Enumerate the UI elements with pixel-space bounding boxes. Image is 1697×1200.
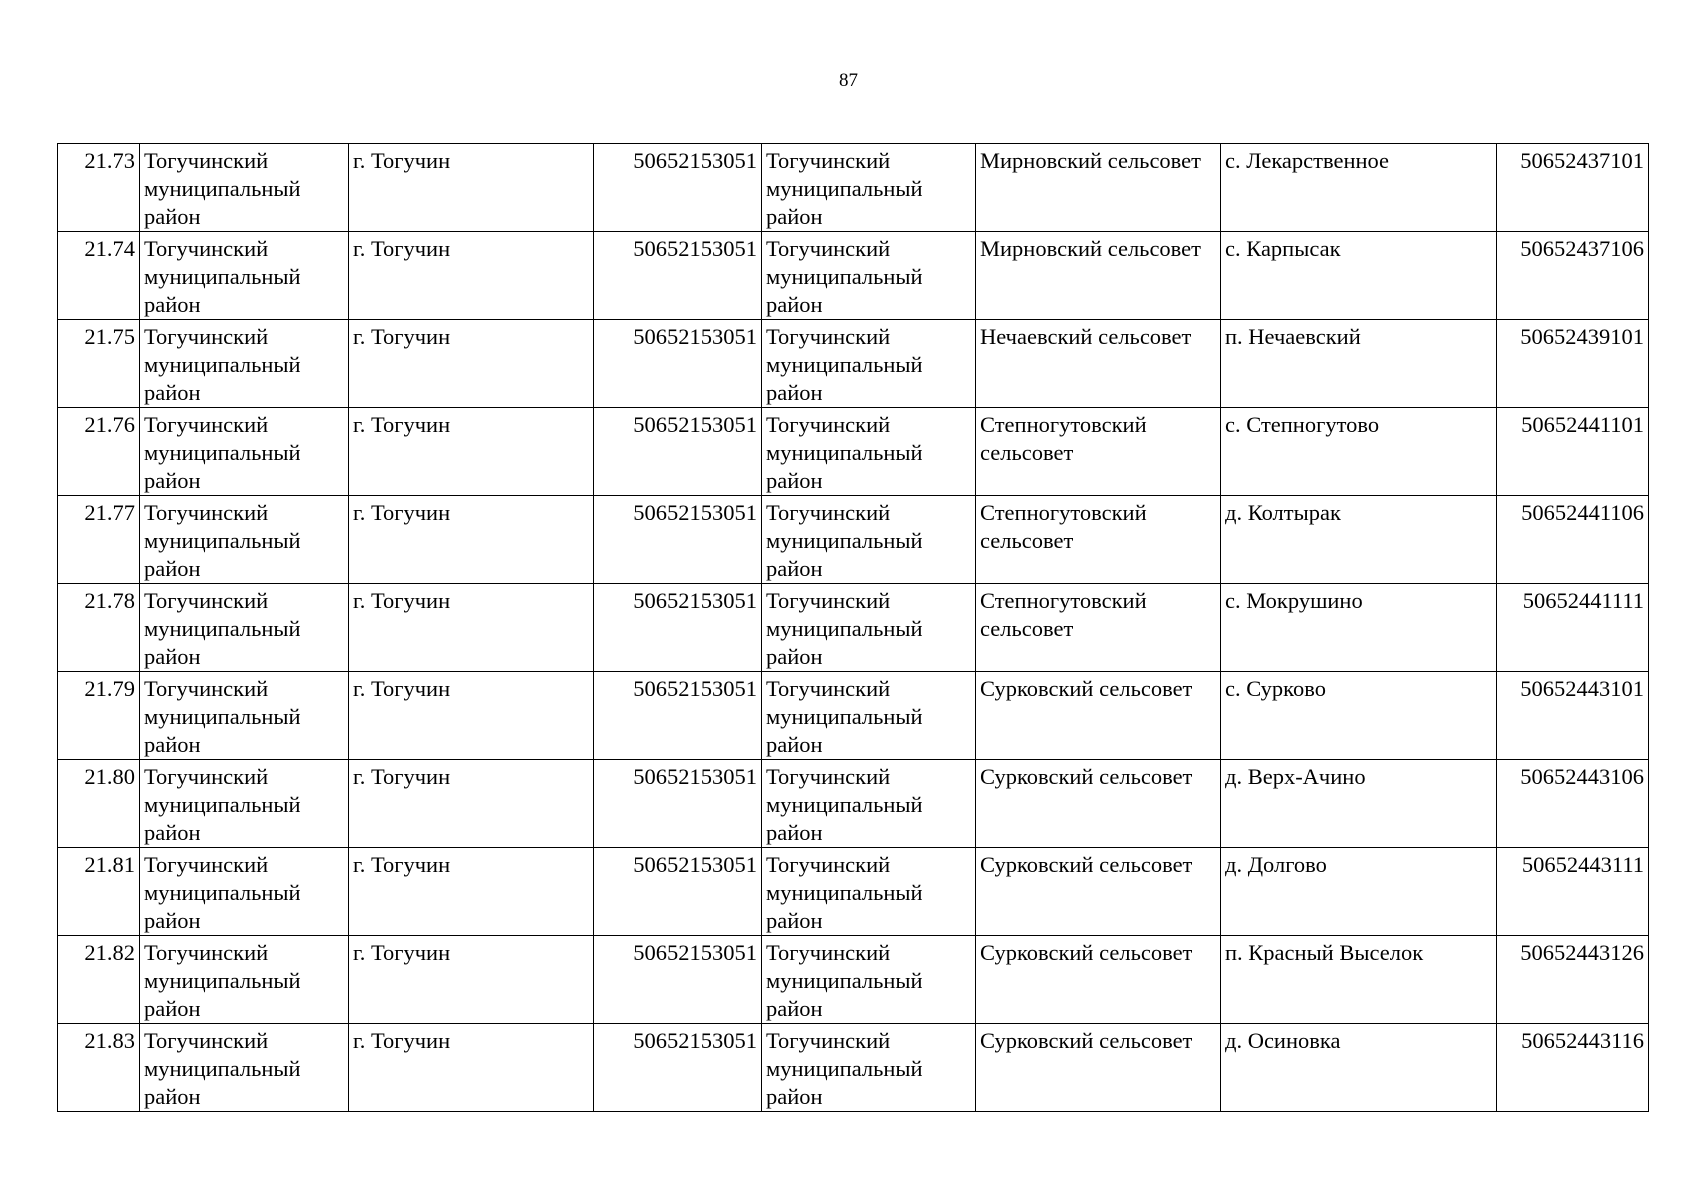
settlement-cell: Сурковский сельсовет xyxy=(976,1024,1221,1112)
district-cell: Тогучинский муниципальный район xyxy=(140,672,349,760)
row-number: 21.80 xyxy=(58,760,140,848)
admin-center-cell: г. Тогучин xyxy=(349,408,594,496)
locality-cell: с. Сурково xyxy=(1221,672,1497,760)
locality-cell: д. Колтырак xyxy=(1221,496,1497,584)
district-cell-2: Тогучинский муниципальный район xyxy=(762,760,976,848)
admin-center-cell: г. Тогучин xyxy=(349,584,594,672)
admin-center-cell: г. Тогучин xyxy=(349,232,594,320)
locality-oktmo-cell: 50652441101 xyxy=(1497,408,1649,496)
district-cell-2: Тогучинский муниципальный район xyxy=(762,584,976,672)
table-row xyxy=(58,320,1649,408)
table-row xyxy=(58,232,1649,320)
settlement-cell: Нечаевский сельсовет xyxy=(976,320,1221,408)
locality-oktmo-cell: 50652443106 xyxy=(1497,760,1649,848)
locality-cell: д. Долгово xyxy=(1221,848,1497,936)
table-body xyxy=(58,144,1649,1112)
locality-cell: с. Лекарственное xyxy=(1221,144,1497,232)
district-cell-2: Тогучинский муниципальный район xyxy=(762,496,976,584)
table-row xyxy=(58,672,1649,760)
locality-cell: п. Нечаевский xyxy=(1221,320,1497,408)
row-number: 21.75 xyxy=(58,320,140,408)
district-cell: Тогучинский муниципальный район xyxy=(140,848,349,936)
district-cell-2: Тогучинский муниципальный район xyxy=(762,232,976,320)
row-number: 21.78 xyxy=(58,584,140,672)
locality-cell: п. Красный Выселок xyxy=(1221,936,1497,1024)
locality-cell: с. Мокрушино xyxy=(1221,584,1497,672)
center-oktmo-cell: 50652153051 xyxy=(594,1024,762,1112)
district-cell: Тогучинский муниципальный район xyxy=(140,1024,349,1112)
settlement-cell: Степногутовский сельсовет xyxy=(976,408,1221,496)
locality-oktmo-cell: 50652437101 xyxy=(1497,144,1649,232)
table-row xyxy=(58,1024,1649,1112)
district-cell-2: Тогучинский муниципальный район xyxy=(762,144,976,232)
admin-center-cell: г. Тогучин xyxy=(349,936,594,1024)
table-row xyxy=(58,144,1649,232)
center-oktmo-cell: 50652153051 xyxy=(594,408,762,496)
table-row xyxy=(58,584,1649,672)
admin-center-cell: г. Тогучин xyxy=(349,496,594,584)
locality-oktmo-cell: 50652443101 xyxy=(1497,672,1649,760)
center-oktmo-cell: 50652153051 xyxy=(594,672,762,760)
district-cell: Тогучинский муниципальный район xyxy=(140,144,349,232)
center-oktmo-cell: 50652153051 xyxy=(594,584,762,672)
center-oktmo-cell: 50652153051 xyxy=(594,496,762,584)
district-cell-2: Тогучинский муниципальный район xyxy=(762,848,976,936)
admin-center-cell: г. Тогучин xyxy=(349,848,594,936)
district-cell: Тогучинский муниципальный район xyxy=(140,408,349,496)
locality-cell: с. Карпысак xyxy=(1221,232,1497,320)
center-oktmo-cell: 50652153051 xyxy=(594,232,762,320)
settlement-cell: Степногутовский сельсовет xyxy=(976,584,1221,672)
admin-center-cell: г. Тогучин xyxy=(349,1024,594,1112)
row-number: 21.79 xyxy=(58,672,140,760)
locality-oktmo-cell: 50652441106 xyxy=(1497,496,1649,584)
locality-cell: с. Степногутово xyxy=(1221,408,1497,496)
settlement-cell: Сурковский сельсовет xyxy=(976,760,1221,848)
center-oktmo-cell: 50652153051 xyxy=(594,848,762,936)
district-cell: Тогучинский муниципальный район xyxy=(140,936,349,1024)
table-row xyxy=(58,936,1649,1024)
settlement-cell: Сурковский сельсовет xyxy=(976,672,1221,760)
admin-center-cell: г. Тогучин xyxy=(349,760,594,848)
district-cell-2: Тогучинский муниципальный район xyxy=(762,936,976,1024)
district-cell: Тогучинский муниципальный район xyxy=(140,760,349,848)
row-number: 21.76 xyxy=(58,408,140,496)
row-number: 21.82 xyxy=(58,936,140,1024)
district-cell: Тогучинский муниципальный район xyxy=(140,496,349,584)
center-oktmo-cell: 50652153051 xyxy=(594,320,762,408)
locality-oktmo-cell: 50652437106 xyxy=(1497,232,1649,320)
locality-oktmo-cell: 50652443116 xyxy=(1497,1024,1649,1112)
locality-oktmo-cell: 50652443126 xyxy=(1497,936,1649,1024)
locality-oktmo-cell: 50652439101 xyxy=(1497,320,1649,408)
row-number: 21.73 xyxy=(58,144,140,232)
page-number: 87 xyxy=(839,70,858,91)
settlement-cell: Сурковский сельсовет xyxy=(976,848,1221,936)
district-cell: Тогучинский муниципальный район xyxy=(140,584,349,672)
district-cell-2: Тогучинский муниципальный район xyxy=(762,408,976,496)
district-cell-2: Тогучинский муниципальный район xyxy=(762,320,976,408)
admin-center-cell: г. Тогучин xyxy=(349,144,594,232)
center-oktmo-cell: 50652153051 xyxy=(594,760,762,848)
locality-cell: д. Верх-Ачино xyxy=(1221,760,1497,848)
admin-center-cell: г. Тогучин xyxy=(349,672,594,760)
admin-center-cell: г. Тогучин xyxy=(349,320,594,408)
locality-oktmo-cell: 50652441111 xyxy=(1497,584,1649,672)
settlement-cell: Мирновский сельсовет xyxy=(976,144,1221,232)
district-cell-2: Тогучинский муниципальный район xyxy=(762,1024,976,1112)
row-number: 21.81 xyxy=(58,848,140,936)
table-row xyxy=(58,408,1649,496)
district-cell: Тогучинский муниципальный район xyxy=(140,320,349,408)
locality-oktmo-cell: 50652443111 xyxy=(1497,848,1649,936)
row-number: 21.74 xyxy=(58,232,140,320)
settlement-cell: Степногутовский сельсовет xyxy=(976,496,1221,584)
district-cell: Тогучинский муниципальный район xyxy=(140,232,349,320)
locality-cell: д. Осиновка xyxy=(1221,1024,1497,1112)
table-row xyxy=(58,760,1649,848)
center-oktmo-cell: 50652153051 xyxy=(594,936,762,1024)
settlements-table xyxy=(57,143,1649,1112)
settlement-cell: Сурковский сельсовет xyxy=(976,936,1221,1024)
table-row xyxy=(58,848,1649,936)
district-cell-2: Тогучинский муниципальный район xyxy=(762,672,976,760)
table-row xyxy=(58,496,1649,584)
row-number: 21.77 xyxy=(58,496,140,584)
center-oktmo-cell: 50652153051 xyxy=(594,144,762,232)
settlement-cell: Мирновский сельсовет xyxy=(976,232,1221,320)
row-number: 21.83 xyxy=(58,1024,140,1112)
